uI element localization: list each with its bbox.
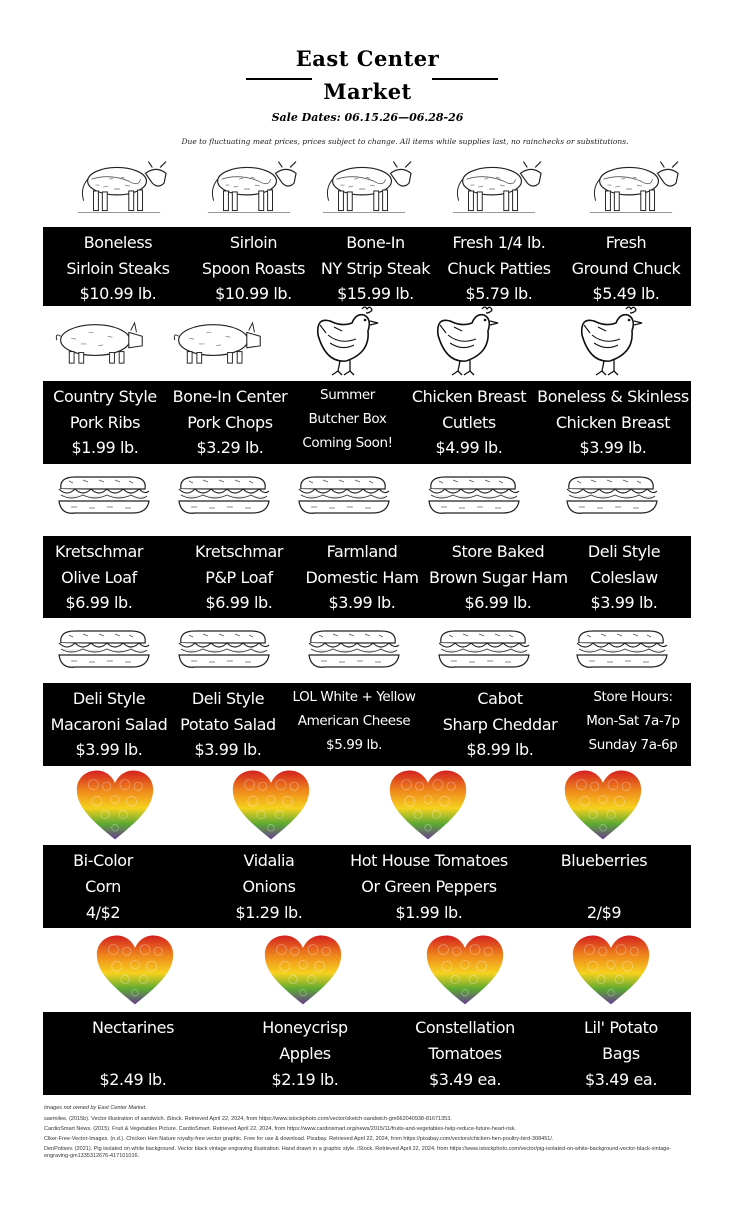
product-bone-in-center-pork-chops xyxy=(165,384,295,461)
product-brown-sugar-ham xyxy=(429,539,567,616)
sandwich-icon xyxy=(55,624,153,676)
product-country-style-pork-ribs xyxy=(43,384,167,461)
produce-heart-icon xyxy=(92,933,178,1006)
reference-hen: Clker-Free-Vector-Images. (n.d.). Chicken Hen Nature royalty-free vector graphic. Free for use & download. Pixabay. Retrieved April 22, 2024, from https://pixabay.com/vectors/chicken-hen-poultry-bird-308451/. xyxy=(44,1136,554,1142)
price-band-produce-1 xyxy=(43,845,691,928)
product-name-line1: Honeycrisp xyxy=(262,1018,348,1037)
product-name-line1: Bone-In Center xyxy=(172,387,288,406)
price-band-deli-2 xyxy=(43,683,691,766)
product-price: $5.49 lb. xyxy=(592,284,660,303)
product-bi-color-corn xyxy=(43,848,163,926)
product-price: $1.99 lb. xyxy=(395,903,463,922)
sandwich-icon xyxy=(435,624,533,676)
store-hours-weekday: Mon-Sat 7a-7p xyxy=(586,713,680,729)
product-name-line1: Sirloin xyxy=(229,233,278,252)
product-lil-potato-bags xyxy=(563,1015,679,1093)
reference-pig: DenPotisev. (2021). Pig isolated on white background. Vector black vintage engraving illustration. Hand drawn in a graphic style. iStock. Retrieved April 22, 2024, from https://www.istockphoto.com/vector/pig-isolated-on-white-background-vector-black-vintage-engraving-gm1335312676-417101016. xyxy=(44,1146,672,1159)
product-boneless-skinless-chicken-breast xyxy=(535,384,691,461)
product-name-line2: American Cheese xyxy=(297,713,411,729)
product-price: $3.29 lb. xyxy=(196,438,264,457)
product-name-line1: Fresh 1/4 lb. xyxy=(452,233,546,252)
product-price: $3.99 lb. xyxy=(328,593,396,612)
product-chicken-breast-cutlets xyxy=(407,384,531,461)
product-name-line1: Chicken Breast xyxy=(411,387,527,406)
product-name-line1: Cabot xyxy=(477,689,523,708)
product-name-line2: Macaroni Salad xyxy=(50,714,168,734)
cow-icon xyxy=(445,158,543,220)
product-cabot-sharp-cheddar xyxy=(435,686,565,763)
produce-heart-icon xyxy=(260,933,346,1006)
produce-heart-icon xyxy=(72,768,158,841)
product-chuck-patties xyxy=(437,230,561,307)
product-name-line1: Deli Style xyxy=(587,542,661,561)
product-name-line2: Cutlets xyxy=(442,412,496,432)
product-name-line1: Lil' Potato xyxy=(584,1018,658,1037)
reference-produce-heart: CardioSmart News. (2015). Fruit & Vegetables Picture. CardioSmart. Retrieved April 22, 2024, from https://www.cardiosmart.org/news/2015/11/fruits-and-vegetables-help-reduce-future-heart-risk. xyxy=(44,1126,517,1132)
product-price: $2.49 lb. xyxy=(99,1070,167,1089)
hen-icon xyxy=(572,305,646,377)
product-kretschmar-pp-loaf xyxy=(175,539,303,616)
product-name-line1: Hot House Tomatoes xyxy=(350,851,508,870)
product-name-line2: Chuck Patties xyxy=(447,258,551,278)
product-name-line2: Apples xyxy=(279,1044,331,1063)
store-hours xyxy=(573,685,693,757)
product-name-line2: Potato Salad xyxy=(180,714,276,734)
product-name-line2: Onions xyxy=(242,877,296,896)
sandwich-icon xyxy=(425,470,523,522)
product-price: $6.99 lb. xyxy=(205,593,273,612)
product-name-line1: Store Baked xyxy=(451,542,545,561)
sandwich-icon xyxy=(563,470,661,522)
product-honeycrisp-apples xyxy=(245,1015,365,1093)
product-price: $3.49 ea. xyxy=(584,1070,658,1089)
pig-icon xyxy=(170,316,266,368)
product-price: $3.99 lb. xyxy=(590,593,658,612)
product-sirloin-spoon-roasts xyxy=(191,230,316,307)
product-name-line1: Bone-In xyxy=(346,233,405,252)
produce-heart-icon xyxy=(228,768,314,841)
sandwich-icon xyxy=(175,470,273,522)
product-price: 2/$9 xyxy=(586,903,622,922)
produce-heart-icon xyxy=(385,768,471,841)
product-name-line1: Blueberries xyxy=(560,851,648,870)
product-name-line2 xyxy=(543,874,665,900)
product-price: $1.29 lb. xyxy=(235,903,303,922)
product-constellation-tomatoes xyxy=(405,1015,525,1093)
price-band-beef xyxy=(43,227,691,306)
product-name-line1: Boneless xyxy=(83,233,153,252)
product-name-line2: Olive Loaf xyxy=(61,567,137,587)
product-farmland-domestic-ham xyxy=(298,539,426,616)
product-name-line2 xyxy=(73,1041,193,1067)
product-name-line2: Domestic Ham xyxy=(305,567,419,587)
product-american-cheese xyxy=(283,685,425,757)
product-name-line1: Farmland xyxy=(326,542,398,561)
product-name-line2: Chicken Breast xyxy=(555,412,671,432)
product-price: $2.19 lb. xyxy=(271,1070,339,1089)
produce-heart-icon xyxy=(422,933,508,1006)
product-kretschmar-olive-loaf xyxy=(43,539,155,616)
product-price: $6.99 lb. xyxy=(464,593,532,612)
product-price: $6.99 lb. xyxy=(65,593,133,612)
store-name-line2: Market xyxy=(323,79,412,104)
product-name-line1: LOL White + Yellow xyxy=(292,689,416,705)
cow-icon xyxy=(200,158,298,220)
disclaimer: Due to fluctuating meat prices, prices subject to change. All items while supplies last, no rainchecks or substitutions. xyxy=(181,137,629,146)
product-name-line1: Nectarines xyxy=(91,1018,175,1037)
product-price: $10.99 lb. xyxy=(79,284,157,303)
hen-icon xyxy=(308,305,382,377)
product-price: $8.99 lb. xyxy=(466,740,534,759)
product-price: $3.99 lb. xyxy=(75,740,143,759)
product-tomatoes-green-peppers xyxy=(333,848,525,926)
product-deli-coleslaw xyxy=(563,539,685,616)
reference-sandwich: saemilee. (2015b). Vector illustration of sandwich. iStock. Retrieved April 22, 2024, from https://www.istockphoto.com/vector/sketch-sandwich-gm662040938-81671353. xyxy=(44,1116,452,1122)
product-name-line2: Coleslaw xyxy=(590,567,658,587)
store-name-line1: East Center xyxy=(295,46,440,71)
product-name-line2: Pork Ribs xyxy=(69,412,141,432)
produce-heart-icon xyxy=(568,933,654,1006)
product-name-line2: Brown Sugar Ham xyxy=(429,567,568,587)
promo-line3: Coming Soon! xyxy=(302,435,393,451)
product-name-line2: Spoon Roasts xyxy=(201,258,306,278)
product-bone-in-ny-strip xyxy=(313,230,438,307)
sandwich-icon xyxy=(305,624,403,676)
product-name-line2: Sharp Cheddar xyxy=(442,714,558,734)
product-name-line2: Ground Chuck xyxy=(571,258,681,278)
promo-line1: Summer xyxy=(320,387,375,403)
sandwich-icon xyxy=(55,470,153,522)
product-price: $3.99 lb. xyxy=(194,740,262,759)
sandwich-icon xyxy=(175,624,273,676)
product-name-line2: Sirloin Steaks xyxy=(66,258,170,278)
price-band-deli-1 xyxy=(43,536,691,618)
price-band-pork-chicken xyxy=(43,381,691,464)
product-name-line1: Kretschmar xyxy=(194,542,284,561)
promo-line2: Butcher Box xyxy=(308,411,387,427)
product-price: $15.99 lb. xyxy=(337,284,414,303)
product-price: $5.99 lb. xyxy=(326,737,382,753)
sandwich-icon xyxy=(573,624,671,676)
product-name-line1: Kretschmar xyxy=(54,542,144,561)
cow-icon xyxy=(70,158,168,220)
product-name-line2: Tomatoes xyxy=(428,1044,502,1063)
product-name-line2: P&P Loaf xyxy=(205,567,273,587)
product-name-line2: Or Green Peppers xyxy=(361,877,497,896)
product-price: $10.99 lb. xyxy=(215,284,292,303)
product-name-line1: Country Style xyxy=(53,387,157,406)
product-ground-chuck xyxy=(561,230,691,307)
product-name-line2: NY Strip Steak xyxy=(320,258,431,278)
sale-dates: Sale Dates: 06.15.26—06.28-26 xyxy=(271,111,464,124)
product-price: $5.79 lb. xyxy=(465,284,533,303)
product-name-line1: Boneless & Skinless xyxy=(537,387,689,406)
pig-icon xyxy=(52,316,148,368)
cow-icon xyxy=(315,158,413,220)
price-band-produce-2 xyxy=(43,1012,691,1095)
product-name-line1: Bi-Color xyxy=(73,851,133,870)
product-macaroni-salad xyxy=(43,686,175,763)
product-name-line2: Pork Chops xyxy=(187,412,273,432)
product-price: $3.49 ea. xyxy=(428,1070,502,1089)
product-potato-salad xyxy=(173,686,283,763)
product-blueberries xyxy=(543,848,665,926)
product-name-line1: Deli Style xyxy=(72,689,146,708)
product-name-line1: Deli Style xyxy=(191,689,265,708)
product-price: 4/$2 xyxy=(85,903,121,922)
product-name-line1: Constellation xyxy=(415,1018,515,1037)
image-credit-note: Images not owned by East Center Market. xyxy=(44,1105,147,1111)
promo-summer-butcher-box xyxy=(285,383,410,455)
product-price: $1.99 lb. xyxy=(71,438,139,457)
store-hours-heading: Store Hours: xyxy=(593,689,673,705)
hen-icon xyxy=(428,305,502,377)
product-name-line2: Bags xyxy=(602,1044,640,1063)
product-name-line2: Corn xyxy=(85,877,121,896)
store-hours-sunday: Sunday 7a-6p xyxy=(588,737,678,753)
product-name-line1: Fresh xyxy=(605,233,647,252)
product-vidalia-onions xyxy=(211,848,327,926)
product-boneless-sirloin-steaks xyxy=(43,230,193,307)
product-nectarines xyxy=(73,1015,193,1093)
product-price: $4.99 lb. xyxy=(435,438,503,457)
product-name-line1: Vidalia xyxy=(243,851,295,870)
sandwich-icon xyxy=(295,470,393,522)
product-price: $3.99 lb. xyxy=(579,438,647,457)
cow-icon xyxy=(582,158,680,220)
produce-heart-icon xyxy=(560,768,646,841)
